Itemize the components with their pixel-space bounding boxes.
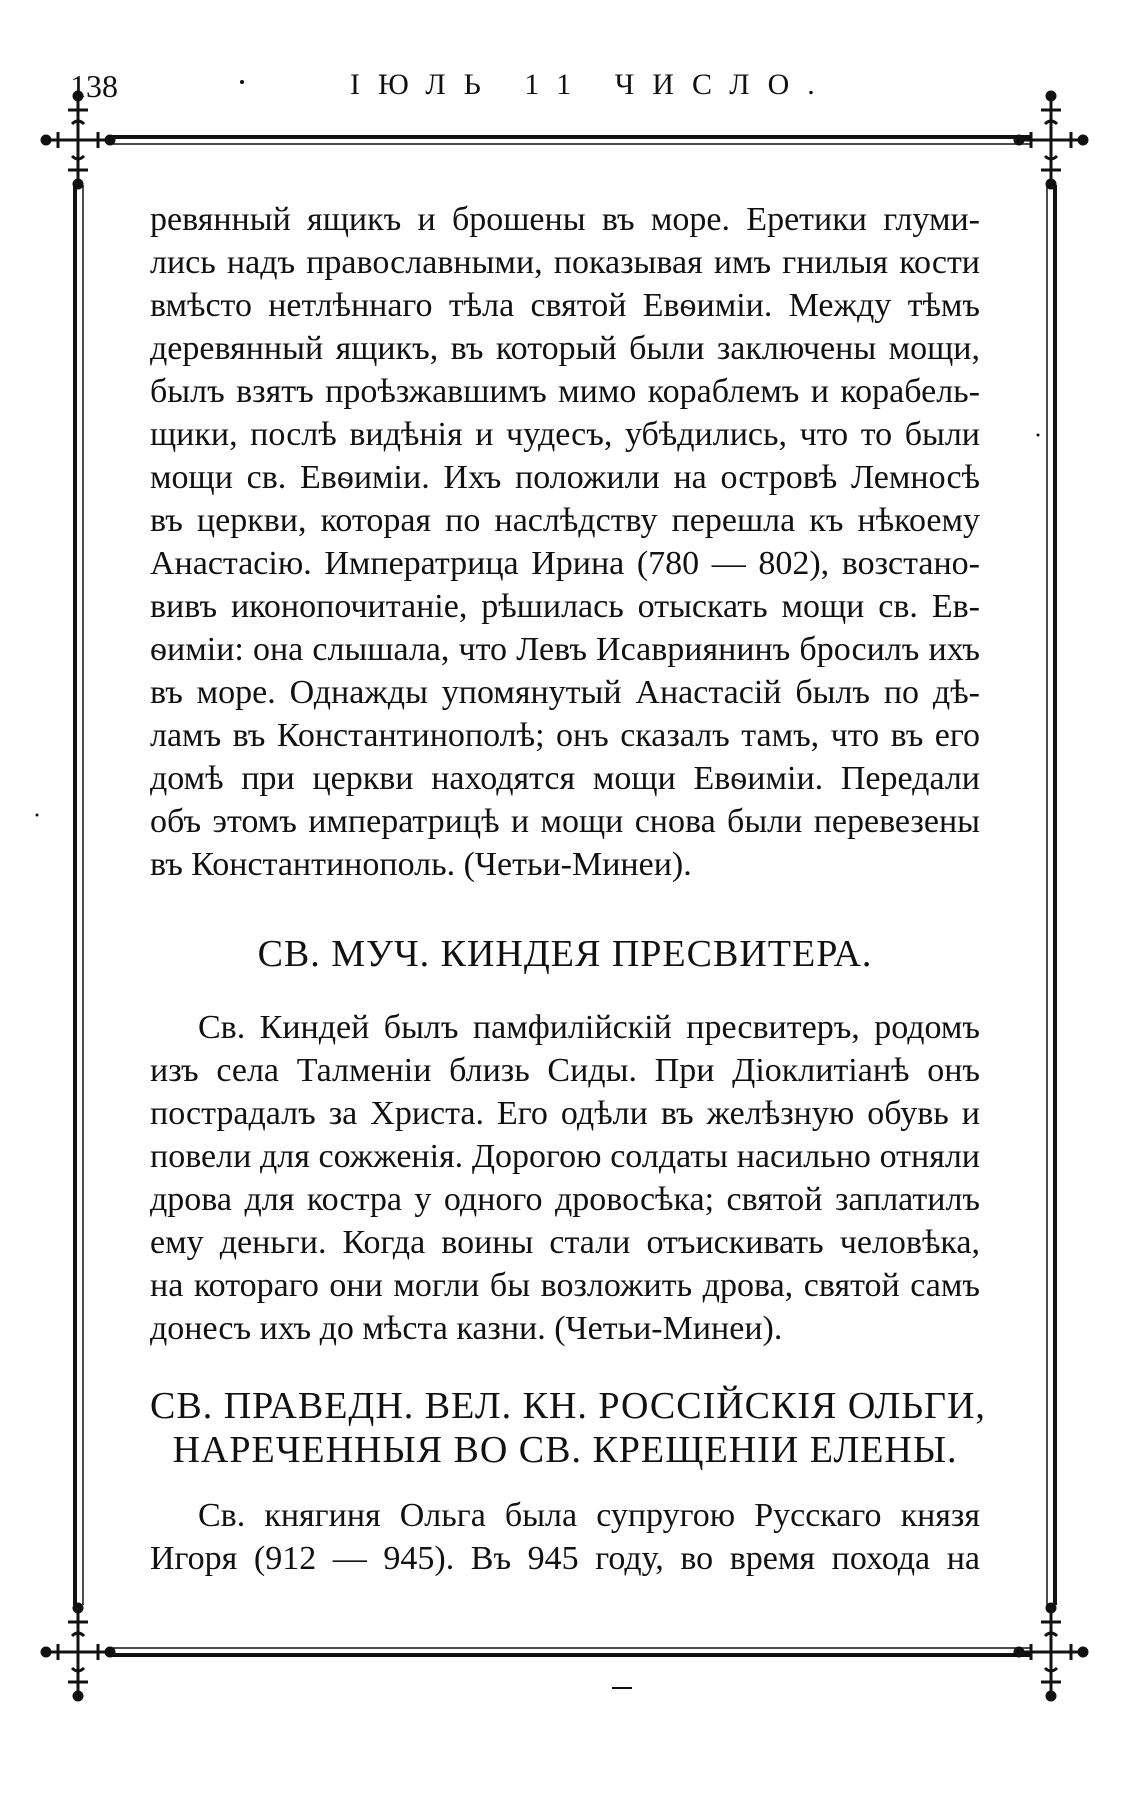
body-line: ламъ въ Константинополѣ; онъ сказалъ тамъ, что въ его [150,717,980,754]
body-line: вивъ иконопочитаніе, рѣшилась отыскать мощи св. Ев- [150,588,980,625]
body-line: ему деньги. Когда воины стали отъискивать человѣка, [150,1224,980,1261]
body-line: щики, послѣ видѣнія и чудесъ, убѣдились, что то были [150,416,980,453]
text-body [150,198,986,1580]
section-heading: СВ. МУЧ. КИНДЕЯ ПРЕСВИТЕРА. [257,933,873,975]
body-line: Св. княгиня Ольга была супругою Русскаго князя [198,1497,980,1534]
body-line: пострадалъ за Христа. Его одѣли въ желѣзную обувь и [150,1095,980,1132]
body-line: Анастасію. Императрица Ирина (780 — 802), возстано- [150,545,980,582]
body-line: вмѣсто нетлѣннаго тѣла святой Евѳиміи. Между тѣмъ [150,287,980,324]
body-line: Игоря (912 — 945). Въ 945 году, во время похода на [150,1540,980,1577]
body-line: ревянный ящикъ и брошены въ море. Еретики глуми- [150,201,980,238]
body-line: домѣ при церкви находятся мощи Евѳиміи. Передали [150,760,980,797]
body-line: ѳиміи: она слышала, что Левъ Исавриянинъ бросилъ ихъ [150,631,980,668]
section-kindeus [150,932,980,1350]
body-line: деревянный ящикъ, въ который были заключены мощи, [150,330,980,367]
body-line: на котораго они могли бы возложить дрова, святой самъ [150,1267,980,1304]
body-line: въ церкви, которая по наслѣдству перешла къ нѣкоему [150,502,980,539]
section-heading-line: НАРЕЧЕННЫЯ ВО СВ. КРЕЩЕНІИ ЕЛЕНЫ. [172,1429,958,1471]
page-number: 138 [70,68,118,104]
body-line: лись надъ православными, показывая имъ гнилыя кости [150,244,980,281]
body-line: дрова для костра у одного дровосѣка; святой заплатилъ [150,1181,980,1218]
body-line: объ этомъ императрицѣ и мощи снова были перевезены [150,803,980,840]
body-line: изъ села Талменіи близь Сиды. При Діоклитіанѣ онъ [150,1052,980,1089]
body-line: былъ взятъ проѣзжавшимъ мимо кораблемъ и корабель- [150,373,980,410]
section-euthymia-continued [150,198,980,886]
running-head: ІЮЛЬ 11 ЧИСЛО. [350,68,833,101]
section-heading-line: СВ. ПРАВЕДН. ВЕЛ. КН. РОССІЙСКІЯ ОЛЬГИ, [150,1385,986,1427]
body-line: въ Константинополь. (Четьи-Минеи). [150,846,692,883]
body-line: донесъ ихъ до мѣста казни. (Четьи-Минеи). [150,1310,783,1347]
body-line: въ море. Однажды упомянутый Анастасій былъ по дѣ- [150,674,980,711]
body-line: мощи св. Евѳиміи. Ихъ положили на островѣ Лемносѣ [150,459,980,496]
body-line: повели для сожженія. Дорогою солдаты насильно отняли [150,1138,980,1175]
body-line: Св. Киндей былъ памфилійскій пресвитеръ, родомъ [198,1009,980,1046]
section-olga [150,1384,986,1580]
section-heading [150,1384,986,1472]
